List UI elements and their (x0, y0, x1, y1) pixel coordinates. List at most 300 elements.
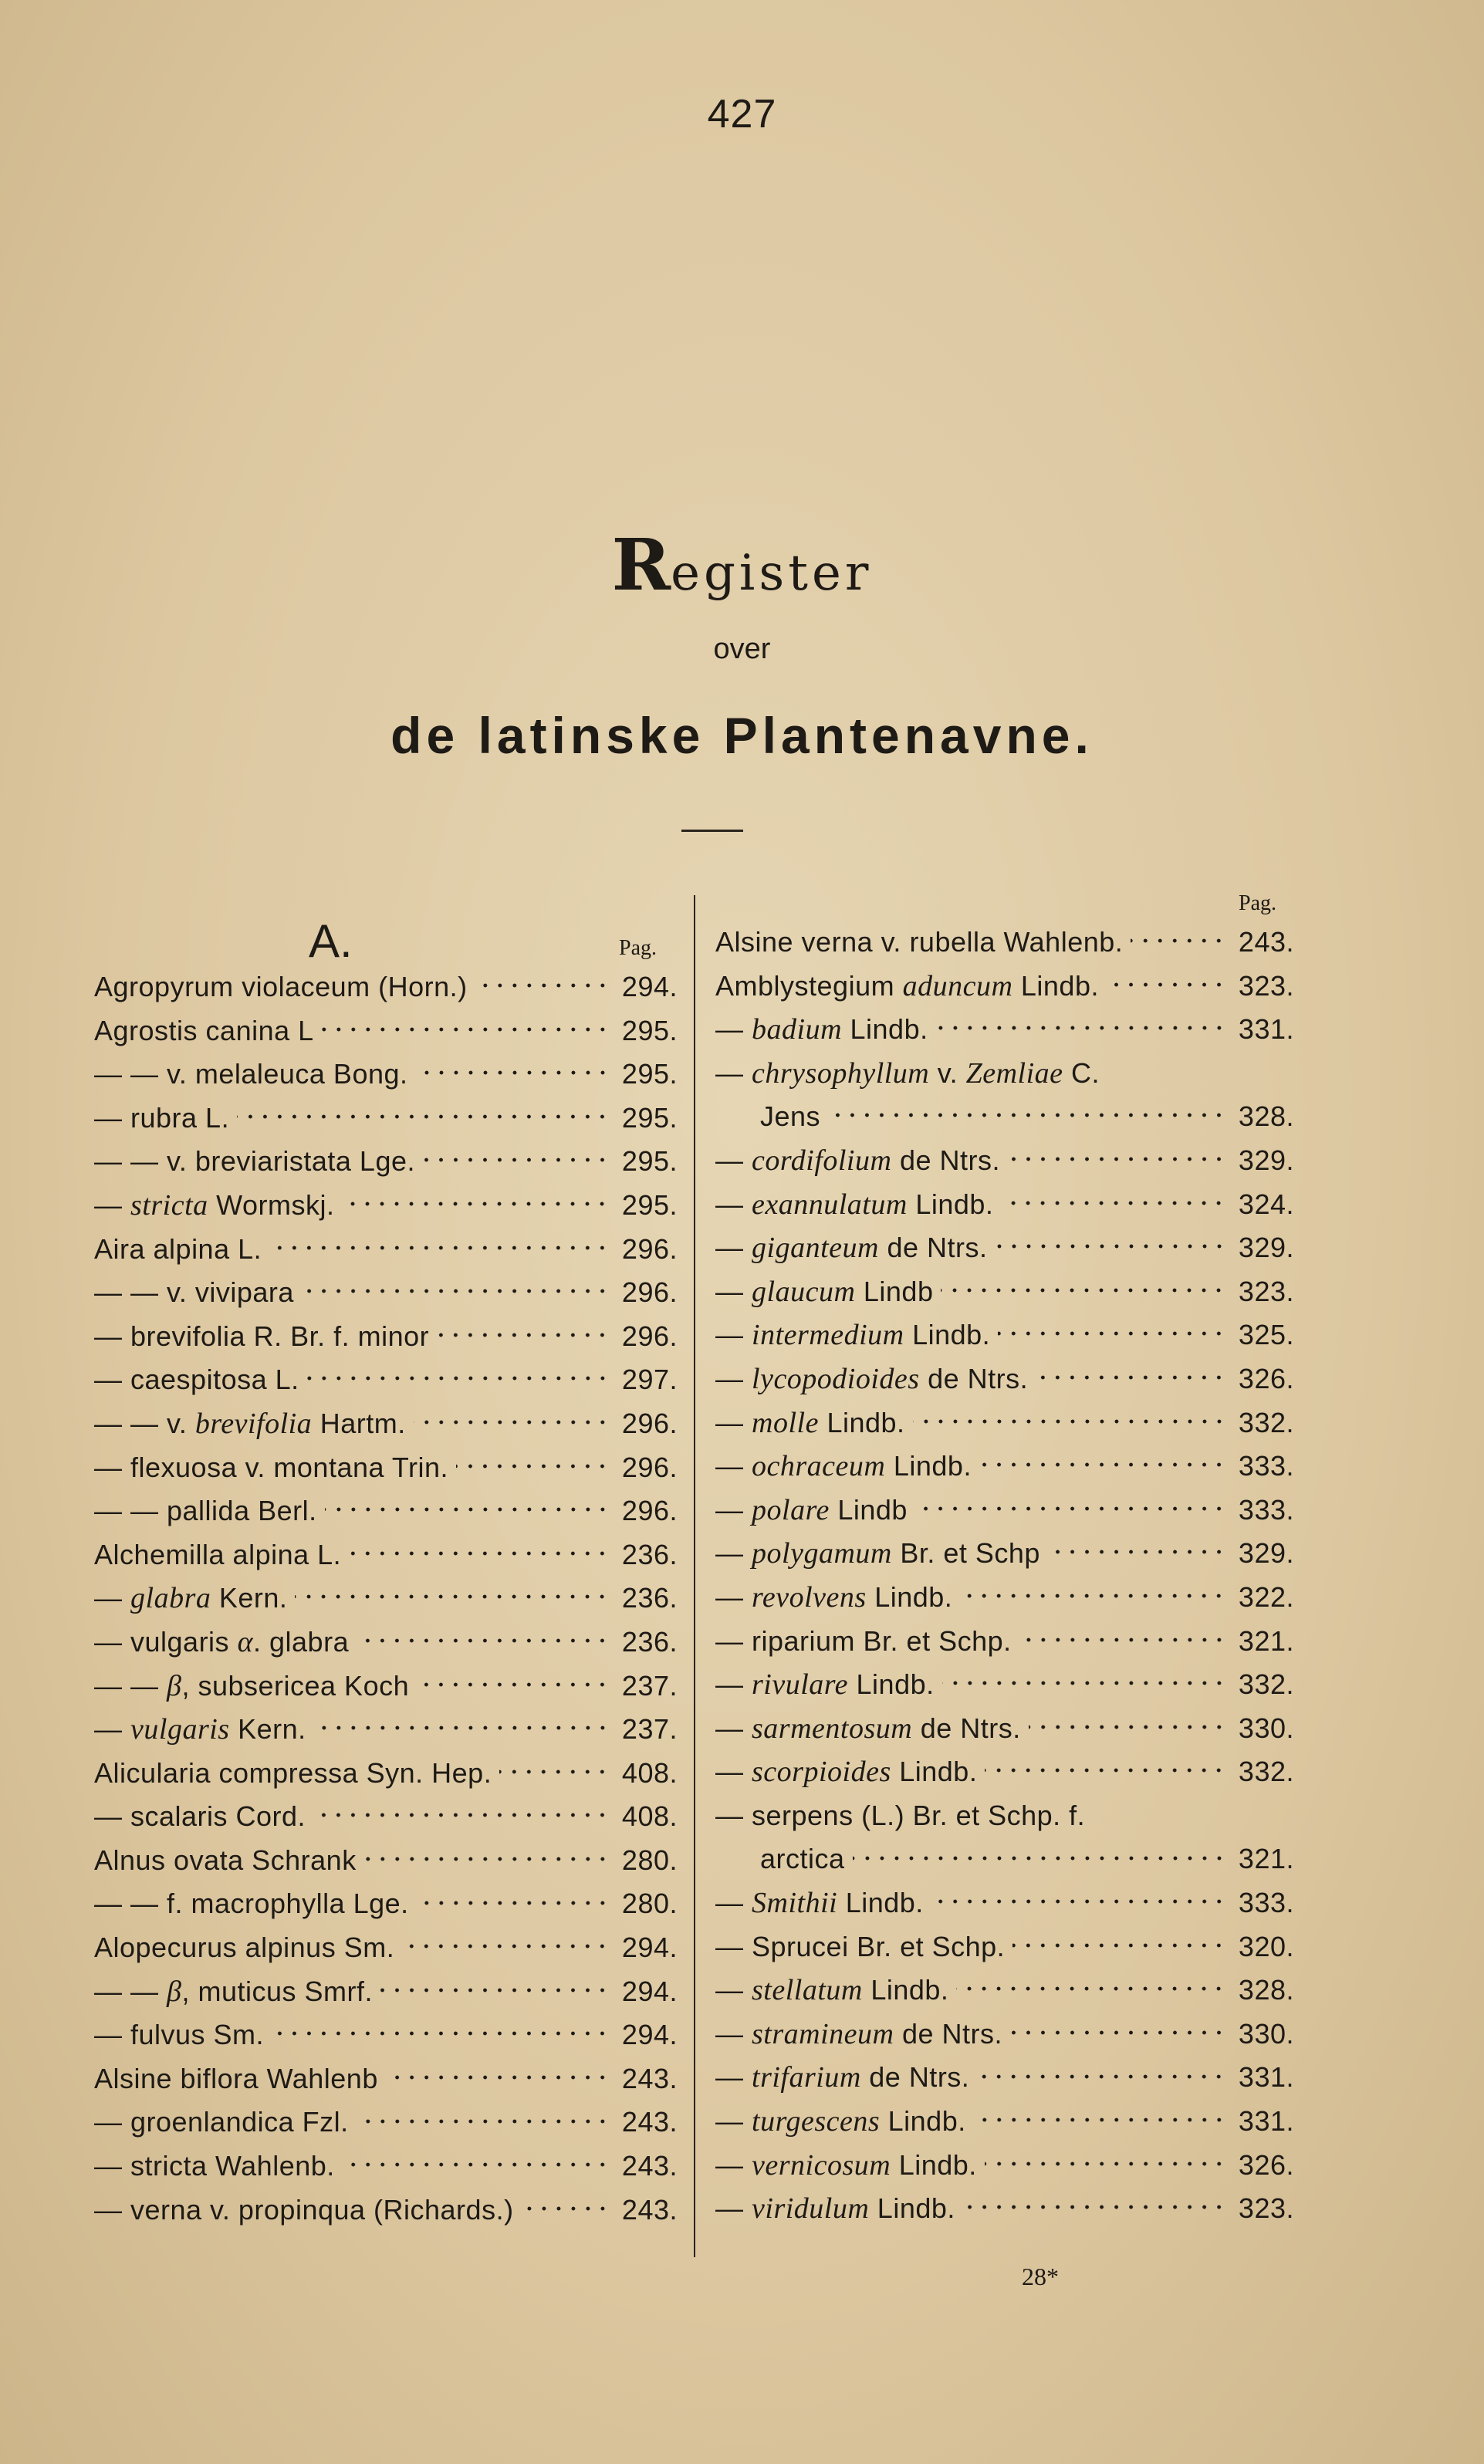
dot-leader (979, 1449, 1226, 1477)
index-entry (715, 1226, 1294, 1270)
index-entry (715, 1270, 1294, 1314)
entry-page: 295. (621, 1101, 678, 1134)
entry-name (94, 1184, 334, 1228)
dot-leader (325, 1494, 610, 1522)
name-text: Kern. (229, 1713, 306, 1746)
dot-leader (357, 2105, 610, 2133)
entry-page: 324. (1238, 1188, 1294, 1220)
name-text: Hartm. (312, 1407, 406, 1439)
name-text: Jens (760, 1100, 821, 1133)
dot-leader (956, 1973, 1226, 2001)
index-entry (94, 2145, 678, 2189)
index-entry (94, 2013, 678, 2057)
name-italic: rivulare (752, 1668, 849, 1702)
dot-leader (941, 1275, 1226, 1303)
entry-page: 294. (621, 971, 678, 1002)
name-text: — — v. (94, 1407, 195, 1439)
left-column (94, 965, 678, 2232)
entry-name (94, 1402, 406, 1446)
entry-page: 237. (621, 1669, 678, 1702)
dot-leader (977, 2060, 1226, 2088)
entry-name (715, 1270, 933, 1314)
name-text: v. (929, 1056, 966, 1089)
index-entry (715, 2013, 1294, 2057)
entry-page: 332. (1238, 1668, 1294, 1701)
index-entry (715, 965, 1294, 1009)
dot-leader (1010, 2017, 1226, 2045)
index-entry (715, 1357, 1294, 1401)
name-italic: polygamum (752, 1537, 892, 1570)
entry-name (94, 2057, 378, 2101)
dot-leader (313, 1800, 610, 1827)
name-text: — flexuosa v. montana Trin. (94, 1451, 449, 1483)
entry-page: 331. (1238, 2105, 1294, 2138)
entry-name (715, 1663, 935, 1707)
index-entry (715, 1794, 1294, 1838)
name-text: — (715, 1275, 752, 1307)
name-italic: viridulum (752, 2192, 870, 2226)
name-italic: sarmentosum (752, 1712, 913, 1745)
name-text: de Ntrs. (891, 1144, 1000, 1176)
name-text: — Sprucei Br. et Schp. (715, 1930, 1006, 1962)
entry-name (94, 1315, 429, 1359)
name-text: de Ntrs. (860, 2061, 970, 2094)
entry-name (94, 965, 468, 1009)
entry-page: 295. (621, 1058, 678, 1090)
name-text: , subsericea Koch (181, 1669, 410, 1702)
name-italic: Zemliae (965, 1056, 1063, 1090)
entry-name (94, 1795, 306, 1839)
name-text: — vulgaris (94, 1625, 238, 1658)
dot-leader (364, 1844, 610, 1871)
name-italic: stramineum (752, 2017, 894, 2050)
index-entry (94, 1184, 678, 1228)
dot-leader (237, 1101, 610, 1129)
name-text: — (715, 1756, 752, 1788)
dot-leader (402, 1931, 610, 1959)
name-text: — groenlandica Fzl. (94, 2106, 349, 2138)
entry-page: 330. (1238, 1712, 1294, 1744)
name-text: Amblystegium (715, 969, 903, 1002)
name-text: — (715, 2017, 752, 2050)
dot-leader (269, 1232, 610, 1260)
name-text: Lindb. (842, 1013, 928, 1046)
index-entry (94, 1970, 678, 2014)
name-italic: molle (752, 1406, 819, 1439)
dot-leader (963, 2192, 1226, 2219)
name-text: — fulvus Sm. (94, 2019, 265, 2051)
index-entry (94, 1882, 678, 1926)
dot-leader (417, 1887, 610, 1915)
entry-page: 280. (621, 1844, 678, 1876)
dot-leader (1012, 1930, 1226, 1958)
name-text: — serpens (L.) Br. et Schp. f. (715, 1799, 1086, 1831)
name-text: — (715, 1056, 752, 1089)
page-subtitle: de latinske Plantenavne. (390, 707, 1094, 764)
entry-page: 236. (621, 1582, 678, 1614)
name-text: arctica (760, 1843, 845, 1875)
entry-name (760, 1837, 845, 1881)
entry-name (94, 1533, 341, 1577)
name-text: Aira alpina L. (94, 1232, 262, 1265)
dot-leader (272, 2018, 610, 2046)
index-entry (94, 1053, 678, 1097)
index-entry (715, 2144, 1294, 2188)
dot-leader (1001, 1188, 1226, 1215)
name-italic: turgescens (752, 2105, 881, 2138)
dot-leader (996, 1231, 1227, 1259)
entry-page: 323. (1238, 1275, 1294, 1307)
entry-name (715, 1183, 993, 1227)
entry-name (715, 921, 1123, 965)
entry-page: 325. (1238, 1319, 1294, 1351)
name-text: — — v. vivipara (94, 1276, 294, 1309)
dot-leader (475, 970, 610, 998)
entry-name (94, 1140, 415, 1184)
dot-leader (416, 1057, 610, 1085)
dot-leader (985, 2148, 1226, 2176)
entry-name (715, 2056, 969, 2100)
name-text: Lindb. (862, 1974, 949, 2006)
entry-name (715, 1881, 924, 1925)
entry-page: 408. (621, 1756, 678, 1789)
index-entry (94, 2189, 678, 2232)
name-italic: β (167, 1669, 182, 1702)
index-entry (715, 921, 1294, 965)
name-italic: α (237, 1625, 254, 1658)
entry-name (94, 1708, 306, 1752)
name-italic: giganteum (752, 1232, 879, 1265)
dot-leader (1048, 1536, 1226, 1564)
entry-page: 243. (621, 2062, 678, 2094)
name-text: — (715, 1232, 752, 1264)
entry-name (94, 1228, 262, 1272)
entry-name (715, 965, 1099, 1009)
entry-name (94, 2013, 264, 2057)
name-text: Lindb. (891, 1756, 978, 1788)
index-entry (715, 1313, 1294, 1357)
dot-leader (1131, 925, 1226, 953)
dot-leader (414, 1407, 610, 1435)
entry-name (760, 1095, 820, 1139)
index-entry (94, 1489, 678, 1533)
entry-page: 296. (621, 1320, 678, 1352)
name-text: Lindb. (869, 2192, 955, 2225)
entry-page: 280. (621, 1888, 678, 1920)
name-text: Alopecurus alpinus Sm. (94, 1932, 395, 1964)
name-italic: lycopodioides (752, 1362, 920, 1395)
name-italic: intermedium (752, 1319, 904, 1352)
name-italic: brevifolia (194, 1407, 313, 1440)
index-entry (94, 1140, 678, 1184)
name-text: Alicularia compressa Syn. Hep. (94, 1756, 492, 1789)
page-number: 427 (707, 92, 777, 137)
name-text: Alchemilla alpina L. (94, 1538, 342, 1570)
name-text: Lindb. (818, 1406, 905, 1438)
name-italic: glaucum (752, 1275, 856, 1308)
entry-name (715, 1357, 1028, 1401)
dot-leader (985, 1755, 1226, 1783)
entry-page: 328. (1238, 1100, 1294, 1133)
name-italic: Smithii (752, 1887, 838, 1920)
entry-page: 237. (621, 1713, 678, 1746)
page-title (0, 523, 1484, 607)
entry-name (715, 1925, 1005, 1969)
entry-name (94, 1926, 394, 1970)
name-italic: stricta (130, 1188, 208, 1222)
title-rest: egister (671, 545, 873, 602)
entry-name (94, 1882, 409, 1926)
entry-page: 295. (621, 1145, 678, 1178)
dot-leader (522, 2193, 610, 2221)
name-italic: ochraceum (752, 1450, 886, 1483)
name-text: — — v. melaleuca Bong. (94, 1058, 408, 1090)
entry-name (94, 1577, 287, 1621)
name-italic: trifarium (752, 2061, 861, 2094)
index-entry (94, 1752, 678, 1796)
name-text: — (715, 1362, 752, 1394)
dot-leader (915, 1493, 1226, 1521)
index-entry (94, 1097, 678, 1141)
entry-page: 330. (1238, 2017, 1294, 2050)
name-text: de Ntrs. (894, 2017, 1003, 2050)
index-entry (94, 1621, 678, 1665)
name-text: — riparium Br. et Schp. (715, 1624, 1012, 1657)
entry-name (715, 1794, 1085, 1838)
index-entry (715, 1837, 1294, 1881)
title-rule (681, 830, 743, 832)
name-text: — (715, 1406, 752, 1438)
dot-leader (343, 2149, 610, 2177)
name-text: — (715, 1887, 752, 1919)
index-entry (715, 1095, 1294, 1139)
index-entry (94, 1228, 678, 1272)
index-entry (715, 1663, 1294, 1707)
entry-page: 329. (1238, 1144, 1294, 1176)
entry-page: 333. (1238, 1493, 1294, 1526)
dot-leader (1019, 1624, 1226, 1652)
name-text: Lindb. (907, 1188, 994, 1220)
name-italic: aduncum (902, 969, 1013, 1002)
index-entry (94, 1665, 678, 1709)
dot-leader (302, 1276, 610, 1303)
index-entry (715, 1750, 1294, 1794)
name-text: Lindb. (880, 2105, 966, 2138)
entry-page: 331. (1238, 2061, 1294, 2094)
entry-name (715, 1445, 972, 1489)
name-text: — — (94, 1975, 167, 2007)
sheet-signature: 28* (1022, 2263, 1059, 2290)
name-text: — (94, 1188, 131, 1221)
name-text: — (715, 2148, 752, 2181)
index-entry (715, 1052, 1294, 1096)
index-entry (715, 1532, 1294, 1576)
name-text: Lindb. (837, 1887, 924, 1919)
index-entry (94, 1708, 678, 1752)
entry-name (715, 1489, 908, 1533)
name-text: Br. et Schp (891, 1537, 1040, 1570)
dot-leader (357, 1625, 610, 1653)
entry-name (715, 2100, 966, 2144)
name-italic: revolvens (752, 1580, 867, 1614)
entry-name (715, 2144, 977, 2188)
entry-name (94, 1446, 448, 1490)
name-text: — (715, 1668, 752, 1701)
name-text: Lindb (855, 1275, 934, 1307)
column-divider (694, 895, 695, 2257)
entry-page: 323. (1238, 2192, 1294, 2225)
entry-page: 294. (621, 1975, 678, 2007)
name-italic: vernicosum (752, 2148, 891, 2182)
name-italic: chrysophyllum (752, 1056, 930, 1090)
entry-name (94, 1053, 408, 1097)
index-entry (94, 1926, 678, 1970)
entry-page: 329. (1238, 1232, 1294, 1264)
name-text: — (94, 1713, 131, 1746)
name-text: — (715, 1580, 752, 1613)
entry-name (715, 2013, 1002, 2057)
index-entry (94, 2057, 678, 2101)
dot-leader (423, 1144, 610, 1172)
name-text: . glabra (253, 1625, 350, 1658)
index-entry (715, 1881, 1294, 1925)
entry-name (715, 1576, 952, 1620)
dot-leader (1029, 1712, 1226, 1739)
name-text: — brevifolia R. Br. f. minor (94, 1320, 430, 1352)
entry-name (94, 2101, 349, 2145)
index-entry (715, 1576, 1294, 1620)
name-text: — (715, 1188, 752, 1220)
name-text: — (715, 1493, 752, 1526)
entry-name (94, 1665, 409, 1709)
dot-leader (437, 1320, 610, 1347)
name-italic: β (167, 1975, 182, 2008)
index-entry (94, 1795, 678, 1839)
name-text: Lindb (829, 1493, 908, 1526)
title-initial: R (611, 523, 671, 607)
entry-name (715, 1052, 1100, 1096)
name-text: Lindb. (848, 1668, 935, 1701)
index-entry (715, 2187, 1294, 2231)
name-text: C. (1063, 1056, 1100, 1089)
name-text: , muticus Smrf. (181, 1975, 373, 2007)
dot-leader (942, 1668, 1226, 1695)
name-text: — caespitosa L. (94, 1364, 299, 1396)
index-entry (715, 1445, 1294, 1489)
name-text: de Ntrs. (912, 1712, 1021, 1744)
index-entry (94, 1839, 678, 1883)
entry-page: 323. (1238, 969, 1294, 1002)
entry-page: 333. (1238, 1450, 1294, 1482)
pag-label-left: Pag. (619, 936, 657, 960)
dot-leader (380, 1975, 610, 2003)
dot-leader (386, 2062, 610, 2090)
entry-name (94, 1970, 373, 2014)
dot-leader (307, 1363, 610, 1391)
dot-leader (342, 1188, 610, 1216)
entry-name (94, 1009, 314, 1053)
dot-leader (499, 1756, 610, 1784)
entry-page: 332. (1238, 1756, 1294, 1788)
entry-page: 326. (1238, 1362, 1294, 1394)
entry-name (94, 2145, 335, 2189)
dot-leader (936, 1012, 1226, 1040)
entry-name (715, 1313, 990, 1357)
entry-page: 243. (621, 2106, 678, 2138)
dot-leader (931, 1886, 1226, 1914)
entry-page: 297. (621, 1364, 678, 1396)
entry-name (94, 1839, 357, 1883)
entry-name (94, 1358, 299, 1402)
name-italic: scorpioides (752, 1756, 891, 1789)
index-entry (715, 1707, 1294, 1751)
name-text: Lindb. (1012, 969, 1099, 1002)
name-text: — verna v. propinqua (Richards.) (94, 2193, 514, 2226)
entry-page: 296. (621, 1276, 678, 1309)
index-entry (94, 1402, 678, 1446)
dot-leader (417, 1669, 610, 1697)
entry-name (94, 1489, 317, 1533)
index-entry (715, 1969, 1294, 2013)
entry-page: 321. (1238, 1843, 1294, 1875)
name-text: — (715, 1319, 752, 1351)
entry-page: 296. (621, 1232, 678, 1265)
pag-label-right: Pag. (1239, 891, 1276, 915)
entry-page: 236. (621, 1625, 678, 1658)
entry-name (715, 1008, 928, 1052)
section-letter: A. (309, 915, 353, 967)
name-text: — scalaris Cord. (94, 1800, 306, 1833)
name-italic: polare (752, 1493, 830, 1526)
index-entry (94, 1446, 678, 1490)
entry-name (715, 1532, 1040, 1576)
name-text: — (715, 1537, 752, 1570)
entry-page: 294. (621, 1932, 678, 1964)
entry-page: 296. (621, 1495, 678, 1527)
entry-page: 243. (1238, 926, 1294, 958)
name-text: — — v. breviaristata Lge. (94, 1145, 415, 1178)
dot-leader (314, 1712, 610, 1740)
name-italic: stellatum (752, 1974, 863, 2007)
name-italic: badium (752, 1013, 843, 1046)
entry-page: 243. (621, 2193, 678, 2226)
name-text: Agropyrum violaceum (Horn.) (94, 971, 468, 1002)
name-text: Kern. (211, 1582, 288, 1614)
entry-page: 296. (621, 1451, 678, 1483)
entry-page: 295. (621, 1014, 678, 1046)
name-italic: exannulatum (752, 1188, 908, 1221)
entry-name (715, 1750, 977, 1794)
entry-page: 321. (1238, 1624, 1294, 1657)
entry-name (94, 2189, 514, 2232)
index-entry (94, 2101, 678, 2145)
index-entry (94, 965, 678, 1009)
name-text: — (715, 1450, 752, 1482)
name-text: — — (94, 1669, 167, 1702)
name-text: Agrostis canina L (94, 1014, 314, 1046)
name-text: — rubra L. (94, 1101, 230, 1134)
dot-leader (913, 1406, 1226, 1434)
dot-leader (1107, 969, 1226, 997)
dot-leader (1008, 1144, 1226, 1171)
entry-name (715, 1707, 1021, 1751)
dot-leader (1036, 1362, 1226, 1390)
entry-name (715, 1620, 1012, 1664)
dot-leader (456, 1451, 610, 1479)
entry-page: 320. (1238, 1930, 1294, 1962)
name-text: — (715, 1974, 752, 2006)
dot-leader (998, 1318, 1226, 1346)
